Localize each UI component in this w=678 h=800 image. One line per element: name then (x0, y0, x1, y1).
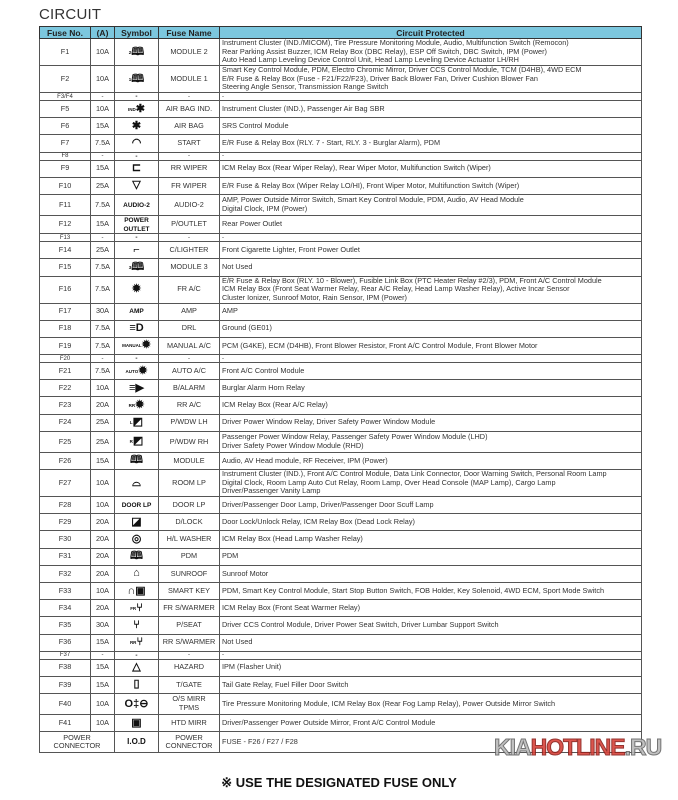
fuse-symbol (115, 303, 159, 320)
fuse-amperage: 7.5A (91, 259, 115, 276)
circuit-protected: PCM (G4KE), ECM (D4HB), Front Blower Resistor, Front A/C Control Module, Front Blower Motor (220, 337, 642, 354)
fuse-name: FR S/WARMER (159, 600, 220, 617)
fuse-symbol (115, 694, 159, 715)
table-row (40, 355, 642, 363)
fuse-number: F30 (40, 531, 91, 548)
fuse-name: P/WDW RH (159, 431, 220, 452)
fuse-name: START (159, 135, 220, 152)
circuit-protected: - (220, 93, 642, 101)
circuit-protected: - (220, 152, 642, 160)
fuse-name: RR A/C (159, 397, 220, 414)
fuse-number: F27 (40, 470, 91, 497)
circuit-protected: - (220, 234, 642, 242)
fuse-amperage: - (91, 651, 115, 659)
fuse-number: F26 (40, 452, 91, 469)
fuse-name: MANUAL A/C (159, 337, 220, 354)
table-header-row (40, 27, 642, 39)
table-row (40, 215, 642, 233)
fuse-name: D/LOCK (159, 514, 220, 531)
table-row (40, 177, 642, 194)
table-row (40, 135, 642, 152)
circuit-protected: - (220, 355, 642, 363)
circuit-protected: Front A/C Control Module (220, 363, 642, 380)
fuse-number: F18 (40, 320, 91, 337)
circuit-protected: AMP, Power Outside Mirror Switch, Smart Key Control Module, PDM, Audio, AV Head Module Digital Clock, IPM (Power) (220, 194, 642, 215)
fuse-amperage: 20A (91, 600, 115, 617)
fuse-name: B/ALARM (159, 380, 220, 397)
table-row (40, 414, 642, 431)
fuse-name: MODULE (159, 452, 220, 469)
fuse-number: F33 (40, 582, 91, 599)
table-row (40, 659, 642, 676)
fuse-symbol (115, 414, 159, 431)
fuse-symbol (115, 101, 159, 118)
fuse-number: F38 (40, 659, 91, 676)
fuse-name: - (159, 152, 220, 160)
table-row (40, 694, 642, 715)
watermark-part-2: HOTLINE (530, 734, 625, 760)
table-row (40, 242, 642, 259)
fuse-number: F21 (40, 363, 91, 380)
power-connector-label: POWER CONNECTOR (40, 732, 115, 753)
fuse-symbol (115, 194, 159, 215)
header-fuse-no: Fuse No. (40, 27, 91, 39)
table-row (40, 452, 642, 469)
fuse-amperage: 10A (91, 101, 115, 118)
fuse-symbol (115, 715, 159, 732)
fuse-name: PDM (159, 548, 220, 565)
fuse-name: H/L WASHER (159, 531, 220, 548)
circuit-protected: Driver CCS Control Module, Driver Power Seat Switch, Driver Lumbar Support Switch (220, 617, 642, 634)
fuse-name: O/S MIRR TPMS (159, 694, 220, 715)
fuse-name: MODULE 3 (159, 259, 220, 276)
circuit-protected: Smart Key Control Module, PDM, Electro Chromic Mirror, Driver CCS Control Module, TCM (D4HB), 4WD ECM E/R Fuse & Relay Box (Fuse - F21/F22/F23), Driver Back Blower Fan, Driver Cushion Blower Fan Steering Angle Sensor, Transmission Range Switch (220, 66, 642, 93)
watermark-logo (494, 734, 661, 761)
table-row (40, 715, 642, 732)
front-wiper-icon: ▽ (132, 179, 141, 192)
table-row (40, 497, 642, 514)
circuit-protected: AMP (220, 303, 642, 320)
fuse-name: AIR BAG (159, 118, 220, 135)
fuse-number: F24 (40, 414, 91, 431)
fuse-amperage: 15A (91, 452, 115, 469)
fuse-amperage: 15A (91, 634, 115, 651)
fuse-amperage: 30A (91, 303, 115, 320)
circuit-protected: Tail Gate Relay, Fuel Filler Door Switch (220, 676, 642, 693)
fuse-number: F9 (40, 160, 91, 177)
fuse-amperage: 15A (91, 676, 115, 693)
table-row (40, 531, 642, 548)
fuse-name: DRL (159, 320, 220, 337)
fuse-number: F37 (40, 651, 91, 659)
fuse-name: HTD MIRR (159, 715, 220, 732)
circuit-protected: ICM Relay Box (Rear Wiper Relay), Rear Wiper Motor, Multifunction Switch (Wiper) (220, 160, 642, 177)
fuse-name: - (159, 93, 220, 101)
module-icon: $^1$🕮 (128, 72, 145, 85)
fuse-name: AMP (159, 303, 220, 320)
fuse-number: F39 (40, 676, 91, 693)
fuse-number: F23 (40, 397, 91, 414)
circuit-protected: ICM Relay Box (Rear A/C Relay) (220, 397, 642, 414)
fuse-number: F32 (40, 565, 91, 582)
fuse-symbol (115, 118, 159, 135)
fuse-number: F25 (40, 431, 91, 452)
symbol-text: - (135, 234, 138, 242)
fuse-name: MODULE 2 (159, 39, 220, 66)
fuse-symbol (115, 215, 159, 233)
fuse-symbol (115, 242, 159, 259)
circuit-protected: Audio, AV Head module, RF Receiver, IPM (Power) (220, 452, 642, 469)
table-row (40, 582, 642, 599)
circuit-protected: Not Used (220, 259, 642, 276)
fuse-number: F35 (40, 617, 91, 634)
fuse-name: AUTO A/C (159, 363, 220, 380)
fuse-name: P/OUTLET (159, 215, 220, 233)
drl-icon: ≡D (129, 322, 144, 335)
fuse-amperage: - (91, 152, 115, 160)
horn-icon: ≡▶ (129, 381, 144, 394)
start-icon: ◠ (131, 136, 142, 149)
header-fuse-name: Fuse Name (159, 27, 220, 39)
circuit-protected: E/R Fuse & Relay Box (RLY. 7 - Start, RLY. 3 - Burglar Alarm), PDM (220, 135, 642, 152)
fuse-symbol (115, 565, 159, 582)
header-amp: (A) (91, 27, 115, 39)
fuse-number: F14 (40, 242, 91, 259)
headlamp-washer-icon: ◎ (131, 532, 142, 545)
fuse-number: F40 (40, 694, 91, 715)
fog-tpms-icon: O‡⊖ (124, 697, 149, 710)
table-row (40, 600, 642, 617)
circuit-protected: Driver/Passenger Door Lamp, Driver/Passenger Door Scuff Lamp (220, 497, 642, 514)
fuse-number: F22 (40, 380, 91, 397)
symbol-text: - (135, 355, 138, 363)
fuse-amperage: - (91, 234, 115, 242)
fuse-amperage: 20A (91, 514, 115, 531)
fuse-symbol (115, 514, 159, 531)
power-connector-circuit: FUSE - F26 / F27 / F28 (220, 732, 642, 753)
fuse-number: F10 (40, 177, 91, 194)
fuse-name: AIR BAG IND. (159, 101, 220, 118)
smart-key-icon: ∩▣ (127, 584, 146, 597)
fuse-name: - (159, 651, 220, 659)
circuit-protected: Sunroof Motor (220, 565, 642, 582)
header-circuit: Circuit Protected (220, 27, 642, 39)
circuit-protected: Instrument Cluster (IND.), Passenger Air Bag SBR (220, 101, 642, 118)
circuit-protected: PDM, Smart Key Control Module, Start Stop Button Switch, FOB Holder, Key Solenoid, 4WD ECM, Sport Mode Switch (220, 582, 642, 599)
fan-icon: $^{MANUAL}$✹ (122, 339, 151, 352)
heated-mirror-icon: ▣ (131, 716, 142, 729)
fuse-symbol (115, 397, 159, 414)
header-symbol: Symbol (115, 27, 159, 39)
fuse-number: F20 (40, 355, 91, 363)
power-seat-icon: ⑂ (133, 618, 140, 631)
fuse-symbol (115, 676, 159, 693)
fuse-symbol (115, 276, 159, 303)
table-row (40, 152, 642, 160)
power-connector-name: POWER CONNECTOR (159, 732, 220, 753)
fuse-amperage: 10A (91, 497, 115, 514)
fuse-number: F41 (40, 715, 91, 732)
table-row (40, 470, 642, 497)
fuse-symbol (115, 634, 159, 651)
circuit-protected: Front Cigarette Lighter, Front Power Outlet (220, 242, 642, 259)
table-row (40, 93, 642, 101)
rear-wiper-icon: ⊏ (131, 162, 142, 175)
fuse-amperage: 30A (91, 617, 115, 634)
module-icon: 🕮 (130, 550, 143, 563)
footer-note: ※ USE THE DESIGNATED FUSE ONLY (221, 775, 457, 790)
fan-icon: $^{RR}$✹ (128, 399, 145, 412)
fuse-symbol (115, 470, 159, 497)
circuit-protected: ICM Relay Box (Head Lamp Washer Relay) (220, 531, 642, 548)
fuse-number: F28 (40, 497, 91, 514)
fuse-name: T/GATE (159, 676, 220, 693)
circuit-protected: Instrument Cluster (IND./MICOM), Tire Pressure Monitoring Module, Audio, Multifunction Switch (Remocon) Rear Parking Assist Buzzer, ICM Relay Box (DBC Relay), ESP Off Switch, DBC Switch, IPM (Power) Auto Head Lamp Leveling Device Control Unit, Head Lamp Leveling Device Actuator LH/RH (220, 39, 642, 66)
fuse-symbol (115, 531, 159, 548)
fuse-number: F29 (40, 514, 91, 531)
fuse-number: F2 (40, 66, 91, 93)
fuse-symbol (115, 363, 159, 380)
fuse-amperage: 7.5A (91, 363, 115, 380)
airbag-icon: $^{IND}$✱ (128, 102, 145, 115)
table-row (40, 194, 642, 215)
fuse-amperage: 15A (91, 215, 115, 233)
fuse-name: RR S/WARMER (159, 634, 220, 651)
fuse-amperage: 10A (91, 470, 115, 497)
fuse-name: - (159, 234, 220, 242)
fuse-amperage: 10A (91, 39, 115, 66)
circuit-protected: Rear Power Outlet (220, 215, 642, 233)
circuit-protected: ICM Relay Box (Front Seat Warmer Relay) (220, 600, 642, 617)
symbol-text: - (135, 152, 138, 160)
fuse-amperage: 25A (91, 431, 115, 452)
fuse-symbol (115, 234, 159, 242)
fuse-name: AUDIO-2 (159, 194, 220, 215)
fuse-amperage: 20A (91, 531, 115, 548)
fuse-amperage: 20A (91, 565, 115, 582)
fuse-amperage: 7.5A (91, 194, 115, 215)
table-row (40, 634, 642, 651)
fuse-amperage: 15A (91, 160, 115, 177)
door-lock-icon: ◪ (131, 515, 142, 528)
fuse-symbol (115, 582, 159, 599)
fuse-number: F8 (40, 152, 91, 160)
fuse-number: F34 (40, 600, 91, 617)
circuit-protected: Not Used (220, 634, 642, 651)
fuse-symbol (115, 600, 159, 617)
table-row (40, 676, 642, 693)
fuse-symbol (115, 39, 159, 66)
symbol-text: - (135, 651, 138, 659)
fuse-amperage: 25A (91, 242, 115, 259)
circuit-protected: Ground (GE01) (220, 320, 642, 337)
fuse-amperage: 15A (91, 118, 115, 135)
table-row (40, 259, 642, 276)
fuse-amperage: 10A (91, 380, 115, 397)
module-icon: $^2$🕮 (128, 45, 145, 58)
fuse-name: C/LIGHTER (159, 242, 220, 259)
fuse-amperage: 7.5A (91, 320, 115, 337)
fuse-number: F36 (40, 634, 91, 651)
table-row (40, 160, 642, 177)
table-row (40, 651, 642, 659)
fuse-symbol (115, 152, 159, 160)
fuse-number: F11 (40, 194, 91, 215)
fuse-symbol (115, 355, 159, 363)
fuel-door-icon: ▯ (133, 678, 140, 691)
fuse-symbol (115, 177, 159, 194)
fuse-amperage: 25A (91, 414, 115, 431)
table-row (40, 617, 642, 634)
circuit-protected: Driver Power Window Relay, Driver Safety Power Window Module (220, 414, 642, 431)
fuse-name: FR WIPER (159, 177, 220, 194)
fuse-symbol (115, 337, 159, 354)
fuse-name: P/WDW LH (159, 414, 220, 431)
fuse-symbol (115, 431, 159, 452)
fuse-name: SMART KEY (159, 582, 220, 599)
circuit-protected: Passenger Power Window Relay, Passenger Safety Power Window Module (LHD) Driver Safety Power Window Module (RHD) (220, 431, 642, 452)
circuit-protected: Door Lock/Unlock Relay, ICM Relay Box (Dead Lock Relay) (220, 514, 642, 531)
fuse-amperage: 20A (91, 397, 115, 414)
fuse-symbol (115, 380, 159, 397)
circuit-protected: Driver/Passenger Power Outside Mirror, Front A/C Control Module (220, 715, 642, 732)
fuse-name: - (159, 355, 220, 363)
fuse-symbol (115, 160, 159, 177)
circuit-protected: E/R Fuse & Relay Box (Wiper Relay LO/HI), Front Wiper Motor, Multifunction Switch (Wiper) (220, 177, 642, 194)
fuse-symbol (115, 617, 159, 634)
fuse-amperage: 25A (91, 177, 115, 194)
table-row (40, 39, 642, 66)
fuse-amperage: - (91, 355, 115, 363)
table-row (40, 337, 642, 354)
fuse-amperage: 7.5A (91, 337, 115, 354)
fuse-amperage: 7.5A (91, 135, 115, 152)
symbol-text: - (135, 93, 138, 100)
fuse-name: DOOR LP (159, 497, 220, 514)
fuse-amperage: 7.5A (91, 276, 115, 303)
table-row (40, 380, 642, 397)
table-row (40, 320, 642, 337)
fuse-number: F6 (40, 118, 91, 135)
seat-warmer-icon: $^{FR}$⑂ (130, 601, 143, 614)
fuse-amperage: 10A (91, 66, 115, 93)
module-icon: $^3$🕮 (128, 260, 145, 273)
symbol-text: AMP (129, 308, 144, 316)
circuit-protected: SRS Control Module (220, 118, 642, 135)
fuse-number: F12 (40, 215, 91, 233)
fuse-number: F3/F4 (40, 93, 91, 101)
table-row (40, 234, 642, 242)
fuse-name: FR A/C (159, 276, 220, 303)
circuit-protected: Instrument Cluster (IND.), Front A/C Control Module, Data Link Connector, Door Warning Switch, Personal Room Lamp Digital Clock, Room Lamp Auto Cut Relay, Room Lamp, Over Head Console (MAP Lamp), Cargo Lamp Driver/Passenger Vanity Lamp (220, 470, 642, 497)
fuse-amperage: 10A (91, 582, 115, 599)
fuse-number: F19 (40, 337, 91, 354)
fuse-amperage: - (91, 93, 115, 101)
fuse-name: SUNROOF (159, 565, 220, 582)
watermark-part-1: KIA (494, 734, 531, 760)
table-row (40, 548, 642, 565)
fuse-name: RR WIPER (159, 160, 220, 177)
fuse-symbol (115, 548, 159, 565)
circuit-protected: - (220, 651, 642, 659)
sunroof-icon: ⌂ (133, 567, 140, 580)
cigarette-lighter-icon: ⌐ (133, 243, 140, 256)
table-row (40, 276, 642, 303)
hazard-icon: △ (132, 661, 141, 674)
table-row (40, 118, 642, 135)
table-row (40, 66, 642, 93)
fuse-number: F1 (40, 39, 91, 66)
power-window-icon: $^L$◩ (129, 416, 144, 429)
fuse-amperage: 20A (91, 548, 115, 565)
fuse-symbol (115, 259, 159, 276)
fuse-number: F5 (40, 101, 91, 118)
page-title: CIRCUIT (39, 6, 102, 23)
fuse-name: ROOM LP (159, 470, 220, 497)
fuse-amperage: 15A (91, 659, 115, 676)
table-row (40, 363, 642, 380)
circuit-protected: PDM (220, 548, 642, 565)
room-lamp-icon: ⌓ (132, 476, 141, 489)
circuit-protected: Burglar Alarm Horn Relay (220, 380, 642, 397)
symbol-text: POWER OUTLET (123, 216, 150, 233)
fuse-number: F15 (40, 259, 91, 276)
symbol-text: DOOR LP (121, 501, 152, 509)
airbag-icon: ✱ (131, 119, 142, 132)
watermark-part-3: .RU (624, 734, 662, 760)
module-icon: 🕮 (130, 454, 143, 467)
fuse-number: F17 (40, 303, 91, 320)
fuse-symbol (115, 497, 159, 514)
fuse-symbol (115, 66, 159, 93)
table-row (40, 303, 642, 320)
fan-icon: $^{AUTO}$✹ (125, 364, 148, 377)
table-row (40, 565, 642, 582)
fuse-symbol (115, 135, 159, 152)
circuit-protected: IPM (Flasher Unit) (220, 659, 642, 676)
circuit-protected: Tire Pressure Monitoring Module, ICM Relay Box (Rear Fog Lamp Relay), Power Outside Mirror Switch (220, 694, 642, 715)
fuse-number: F13 (40, 234, 91, 242)
fuse-amperage: 10A (91, 715, 115, 732)
fuse-number: F31 (40, 548, 91, 565)
fan-icon: ✹ (131, 283, 142, 295)
fuse-number: F7 (40, 135, 91, 152)
fuse-symbol (115, 651, 159, 659)
power-window-icon: $^R$◩ (129, 435, 144, 448)
fuse-name: P/SEAT (159, 617, 220, 634)
fuse-symbol (115, 452, 159, 469)
fuse-name: HAZARD (159, 659, 220, 676)
iod-symbol: I.O.D (115, 732, 159, 753)
seat-warmer-icon: $^{RR}$⑂ (129, 636, 144, 649)
circuit-protected: E/R Fuse & Relay Box (RLY. 10 - Blower), Fusible Link Box (PTC Heater Relay #2/3), PDM, Front A/C Control Module ICM Relay Box (Front Seat Warmer Relay, Rear A/C Relay, Head Lamp Washer Relay), Active Incar Sensor Cluster Ionizer, Sunroof Motor, Rain Sensor, IPM (Power) (220, 276, 642, 303)
fuse-symbol (115, 659, 159, 676)
symbol-text: AUDIO-2 (123, 201, 150, 209)
fuse-amperage: 10A (91, 694, 115, 715)
fuse-number: F16 (40, 276, 91, 303)
table-row (40, 431, 642, 452)
table-row (40, 397, 642, 414)
fuse-table (39, 26, 642, 753)
fuse-symbol (115, 93, 159, 101)
table-row (40, 101, 642, 118)
table-row (40, 514, 642, 531)
fuse-name: MODULE 1 (159, 66, 220, 93)
fuse-symbol (115, 320, 159, 337)
